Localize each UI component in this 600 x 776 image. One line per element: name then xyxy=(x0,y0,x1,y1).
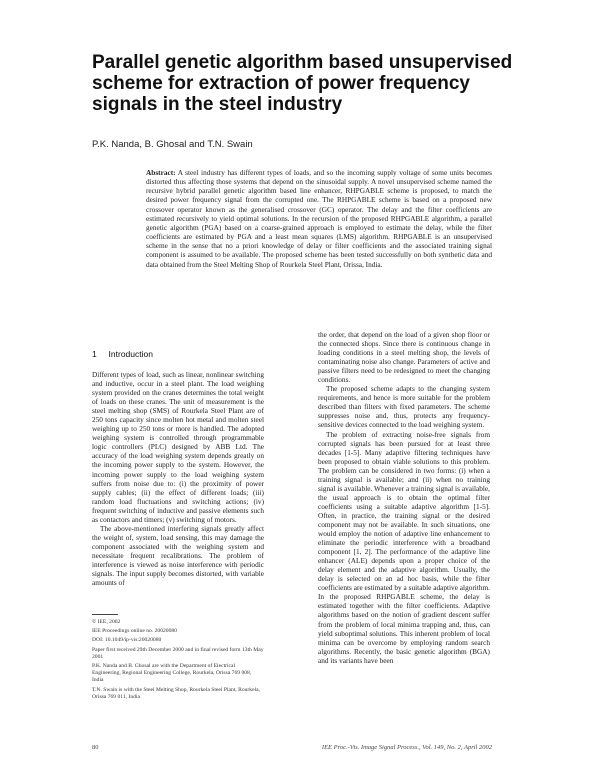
footnote-affiliation-2: T.N. Swain is with the Steel Melting Shop, Rourkela Steel Plant, Rourkela, Orissa 769 011, India xyxy=(92,686,261,700)
footnote-received: Paper first received 29th December 2000 and in final revised form 13th May 2001 xyxy=(92,646,264,660)
footnote-online-number: IEE Proceedings online no. 20020080 xyxy=(92,628,177,635)
left-column xyxy=(92,370,264,602)
footnote-rule xyxy=(92,614,118,615)
footnotes xyxy=(92,614,264,738)
section-number: 1 xyxy=(92,349,97,359)
left-paragraph-2: The above-mentioned interfering signals greatly affect the weight of, system, load sensing, this may damage the component associated with the weighing system and necessitate frequent recalibrations. The problem of interference is viewed as noise interference with periodic signals. The input supply becomes distorted, with variable amounts of xyxy=(92,523,264,588)
abstract xyxy=(146,168,492,278)
right-paragraph-2: The proposed scheme adapts to the changing system requirements, and hence is more suitable for the problem described than filters with fixed parameters. The scheme suppresses noise and, thus, protects any frequency-sensitive devices connected to the load weighing system. xyxy=(318,384,490,430)
right-paragraph-1: the order, that depend on the load of a given shop floor or the connected shops. Since there is continuous change in loading conditions in a steel melting shop, the levels of contaminating noise also change. Parameters of active and passive filters need to be redesigned to meet the changing conditions. xyxy=(318,330,490,385)
paper-title: Parallel genetic algorithm based unsupervised scheme for extraction of power frequency signals in the steel industry xyxy=(92,52,513,115)
paper-authors: P.K. Nanda, B. Ghosal and T.N. Swain xyxy=(92,139,253,150)
abstract-text: A steel industry has different types of loads, and so the incoming supply voltage of some units becomes distorted thus affecting those systems that depend on the sinusoidal supply. A novel unsupervised scheme named the recursive hybrid parallel genetic algorithm based line enhancer, RHPGABLE scheme is proposed, to match the desired power frequency signal from the corrupted one. The RHPGABLE scheme is based on a proposed new crossover operator known as the generalised crossover (GC) operator. The delay and the filter coefficients are estimated recursively to yield optimal solutions. In the recursion of the proposed RHPGABLE algorithm, a parallel genetic algorithm (PGA) based on a coarse-grained approach is employed to estimate the delay, while the filter coefficients are estimated by PGA and a least mean squares (LMS) algorithm. RHPGABLE is an unsupervised scheme in the sense that no a priori knowledge of delay or filter coefficients and the associated training signal component is assumed to be available. The proposed scheme has been tested successfully on both synthetic data and data obtained from the Steel Melting Shop of Rourkela Steel Plant, Orissa, India. xyxy=(146,168,492,269)
journal-citation: IEE Proc.-Vis. Image Signal Process., Vol. 149, No. 2, April 2002 xyxy=(321,744,492,751)
footnote-doi: DOI: 10.1049/ip-vis:20020080 xyxy=(92,637,162,644)
footnote-copyright: © IEE, 2002 xyxy=(92,619,121,625)
right-paragraph-3: The problem of extracting noise-free signals from corrupted signals has been pursued for at least three decades [1-5]. Many adaptive filtering techniques have been proposed to obtain viable solutions to this problem. The problem can be considered in two forms: (i) when a training signal is available; and (ii) when no training signal is available. Whenever a training signal is available, the usual approach is to obtain the optimal filter coefficients using a suitable adaptive algorithm [1-5]. Often, in practice, the training signal or the desired component may not be available. In such situations, one would employ the notion of adaptive line enhancement to eliminate the periodic interference with a broadband component [1, 2]. The performance of the adaptive line enhancer (ALE) depends upon a proper choice of the delay element and the adaptive algorithm. Usually, the delay is selected on an ad hoc basis, while the filter coefficients are estimated by a suitable adaptive algorithm. In the proposed RHPGABLE scheme, the delay is estimated together with the filter coefficients. Adaptive algorithms based on the notion of gradient descent suffer from the problem of local minima trapping and, thus, can yield suboptimal solutions. This inherent problem of local minima can be overcome by employing random search algorithms. Recently, the basic genetic algorithm (BGA) and its variants have been xyxy=(318,429,490,665)
left-paragraph-1: Different types of load, such as linear, nonlinear switching and inductive, occur in a steel plant. The load weighing system provided on the cranes determines the total weight of loads on these cranes. The unit of measurement is the steel melting shop (SMS) of Rourkela Steel Plant are of 250 tons capacity since molten hot metal and molten steel weighing up to 250 tons or more is handled. The adopted weighing system is controlled through programmable logic controllers (PLC) designed by ABB Ltd. The accuracy of the load weighing system depends greatly on the incoming power supply to the system. However, the incoming power supply to the load weighing system suffers from noise due to: (i) the proximity of power supply cables; (ii) the effect of different loads; (iii) random load fluctuations and switching actions; (iv) frequent switching of inductive and passive elements such as contactors and timers; (v) switching of motors. xyxy=(92,370,264,524)
right-column xyxy=(318,330,490,740)
footnote-affiliation-1: P.K. Nanda and B. Ghosal are with the Department of Electrical Engineering, Regional Engineering College, Rourkela, Orissa 769 008, India xyxy=(92,663,252,684)
section-heading xyxy=(92,349,153,359)
page-number: 80 xyxy=(92,744,99,751)
abstract-label: Abstract: xyxy=(146,168,176,177)
section-title: Introduction xyxy=(108,349,153,359)
